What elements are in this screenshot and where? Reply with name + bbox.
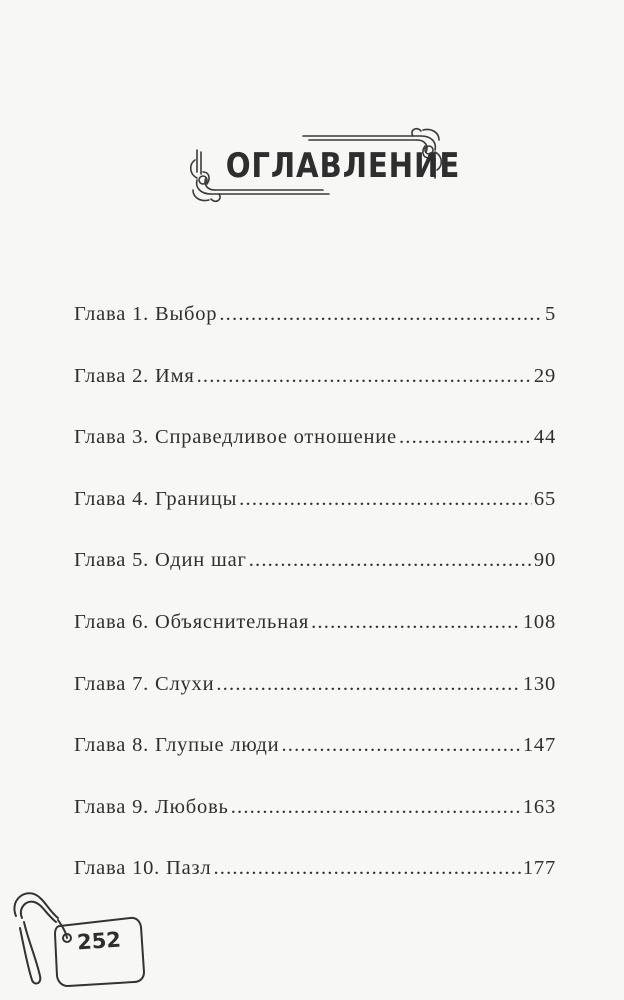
toc-entry-page: 5 [544,303,556,325]
toc-entry-label: Глава 3. Справедливое отношение [74,426,397,449]
toc-entry-label: Глава 7. Слухи [74,672,215,695]
toc-entry [74,734,556,796]
toc-entry-label: Глава 2. Имя [74,364,195,387]
toc-leader-dots [281,734,520,757]
title-block [185,126,461,204]
toc-leader-dots [216,673,520,696]
toc-leader-dots [249,549,532,572]
toc-entry-page: 130 [522,672,556,695]
toc-entry-label: Глава 6. Объяснительная [74,610,310,633]
toc-entry-page: 44 [533,426,556,449]
toc-entry-page: 108 [522,610,556,633]
toc-entry-page: 29 [533,364,556,387]
toc-entry-label: Глава 8. Глупые люди [74,734,280,757]
toc-entry-page: 163 [522,795,556,818]
toc-entry [74,488,556,550]
toc-entry-label: Глава 5. Один шаг [74,549,247,572]
toc-entry [74,303,556,365]
toc-entry-page: 65 [533,487,556,510]
toc-leader-dots [213,857,520,880]
toc-leader-dots [239,488,532,511]
toc-entry-page: 147 [522,734,556,757]
toc-leader-dots [197,365,532,388]
toc-entry [74,611,556,673]
toc-entry-label: Глава 10. Пазл [74,857,212,880]
toc-entry-label: Глава 9. Любовь [74,795,229,818]
toc-entry-label: Глава 1. Выбор [74,303,218,325]
toc-entry [74,549,556,611]
toc-leader-dots [219,303,543,326]
toc-entry-page: 177 [522,857,556,880]
toc-entry-page: 90 [533,549,556,572]
toc-entry [74,426,556,488]
toc-entry [74,673,556,735]
toc-entry [74,365,556,427]
page-title: ОГЛАВЛЕНИЕ [225,146,461,186]
toc-entry [74,796,556,858]
toc-entry-label: Глава 4. Границы [74,487,238,510]
toc-leader-dots [399,426,532,449]
toc-leader-dots [311,611,521,634]
toc-leader-dots [231,796,521,819]
table-of-contents [74,303,556,919]
page-number: 252 [76,927,122,955]
